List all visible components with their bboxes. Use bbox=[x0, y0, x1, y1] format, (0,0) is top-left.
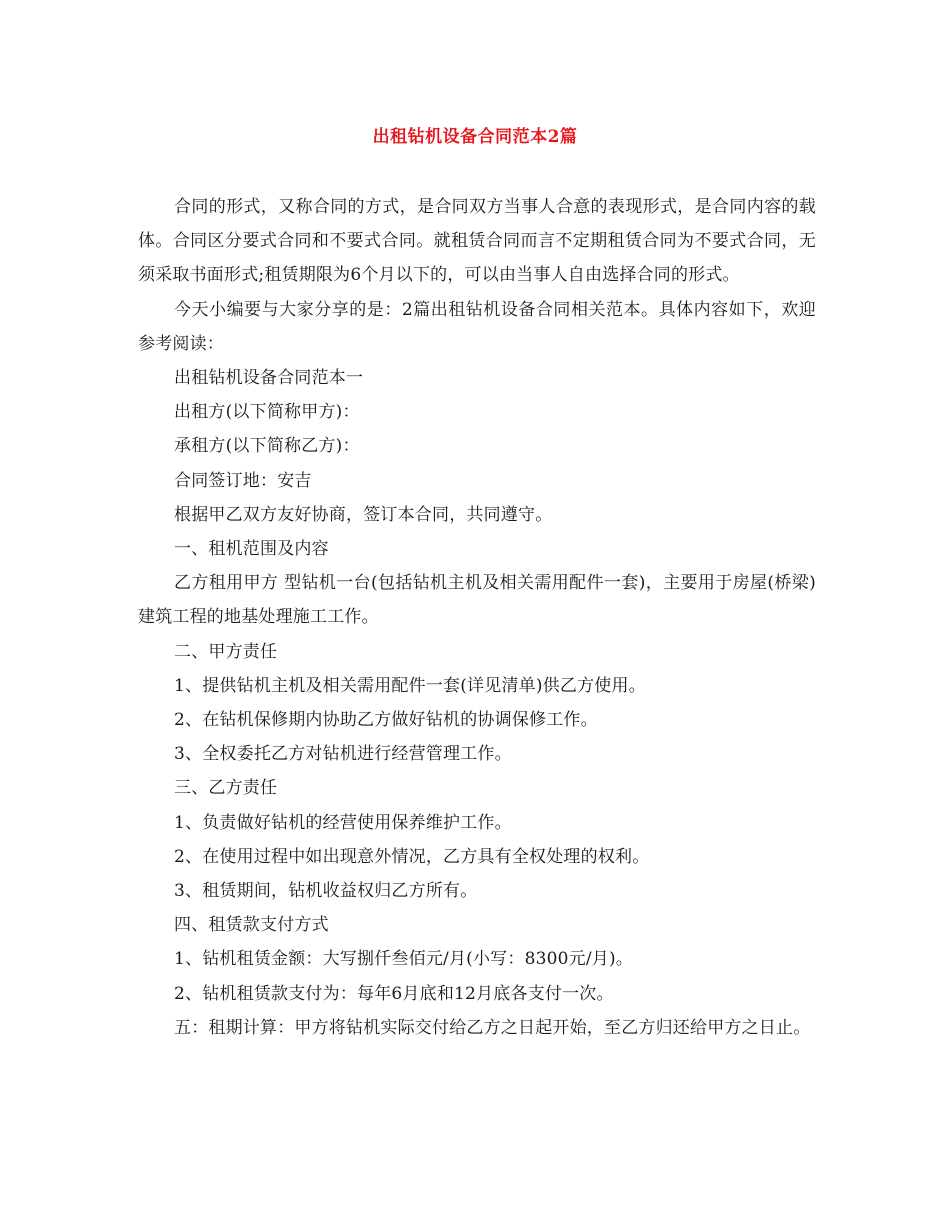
paragraph-lease-term: 五：租期计算：甲方将钻机实际交付给乙方之日起开始，至乙方归还给甲方之日止。 bbox=[174, 1017, 811, 1038]
paragraph-lessor: 出租方(以下简称甲方)： bbox=[174, 402, 360, 423]
paragraph-signing-place: 合同签订地：安吉 bbox=[174, 470, 312, 491]
document-body bbox=[138, 190, 816, 1045]
paragraph-agreement: 根据甲乙双方友好协商，签订本合同，共同遵守。 bbox=[174, 504, 553, 525]
section-heading-scope: 一、租机范围及内容 bbox=[174, 539, 329, 560]
document-title: 出租钻机设备合同范本2篇 bbox=[372, 127, 578, 147]
section-heading-party-b: 三、乙方责任 bbox=[174, 778, 278, 799]
list-item-payment-2: 2、钻机租赁款支付为：每年6月底和12月底各支付一次。 bbox=[174, 983, 614, 1004]
paragraph-intro-share: 今天小编要与大家分享的是：2篇出租钻机设备合同相关范本。具体内容如下，欢迎参考阅读： bbox=[138, 299, 816, 354]
paragraph-lessee: 承租方(以下简称乙方)： bbox=[174, 436, 360, 457]
paragraph-template-heading: 出租钻机设备合同范本一 bbox=[174, 368, 364, 389]
section-heading-party-a: 二、甲方责任 bbox=[174, 641, 278, 662]
list-item-party-b-1: 1、负责做好钻机的经营使用保养维护工作。 bbox=[174, 812, 512, 833]
section-heading-payment: 四、租赁款支付方式 bbox=[174, 915, 329, 936]
paragraph-intro-contract-form: 合同的形式，又称合同的方式，是合同双方当事人合意的表现形式，是合同内容的载体。合同区分要式合同和不要式合同。就租赁合同而言不定期租赁合同为不要式合同，无须采取书面形式;租赁期限为6个月以下的，可以由当事人自由选择合同的形式。 bbox=[138, 197, 816, 286]
paragraph-scope-detail: 乙方租用甲方 型钻机一台(包括钻机主机及相关需用配件一套)，主要用于房屋(桥梁)建筑工程的地基处理施工工作。 bbox=[138, 573, 816, 628]
list-item-party-a-3: 3、全权委托乙方对钻机进行经营管理工作。 bbox=[174, 744, 512, 765]
list-item-party-a-1: 1、提供钻机主机及相关需用配件一套(详见清单)供乙方使用。 bbox=[174, 675, 646, 696]
list-item-party-b-3: 3、租赁期间，钻机收益权归乙方所有。 bbox=[174, 881, 478, 902]
list-item-party-b-2: 2、在使用过程中如出现意外情况，乙方具有全权处理的权利。 bbox=[174, 846, 650, 867]
list-item-party-a-2: 2、在钻机保修期内协助乙方做好钻机的协调保修工作。 bbox=[174, 710, 598, 731]
list-item-payment-1: 1、钻机租赁金额：大写捌仟叁佰元/月(小写：8300元/月)。 bbox=[174, 949, 633, 970]
